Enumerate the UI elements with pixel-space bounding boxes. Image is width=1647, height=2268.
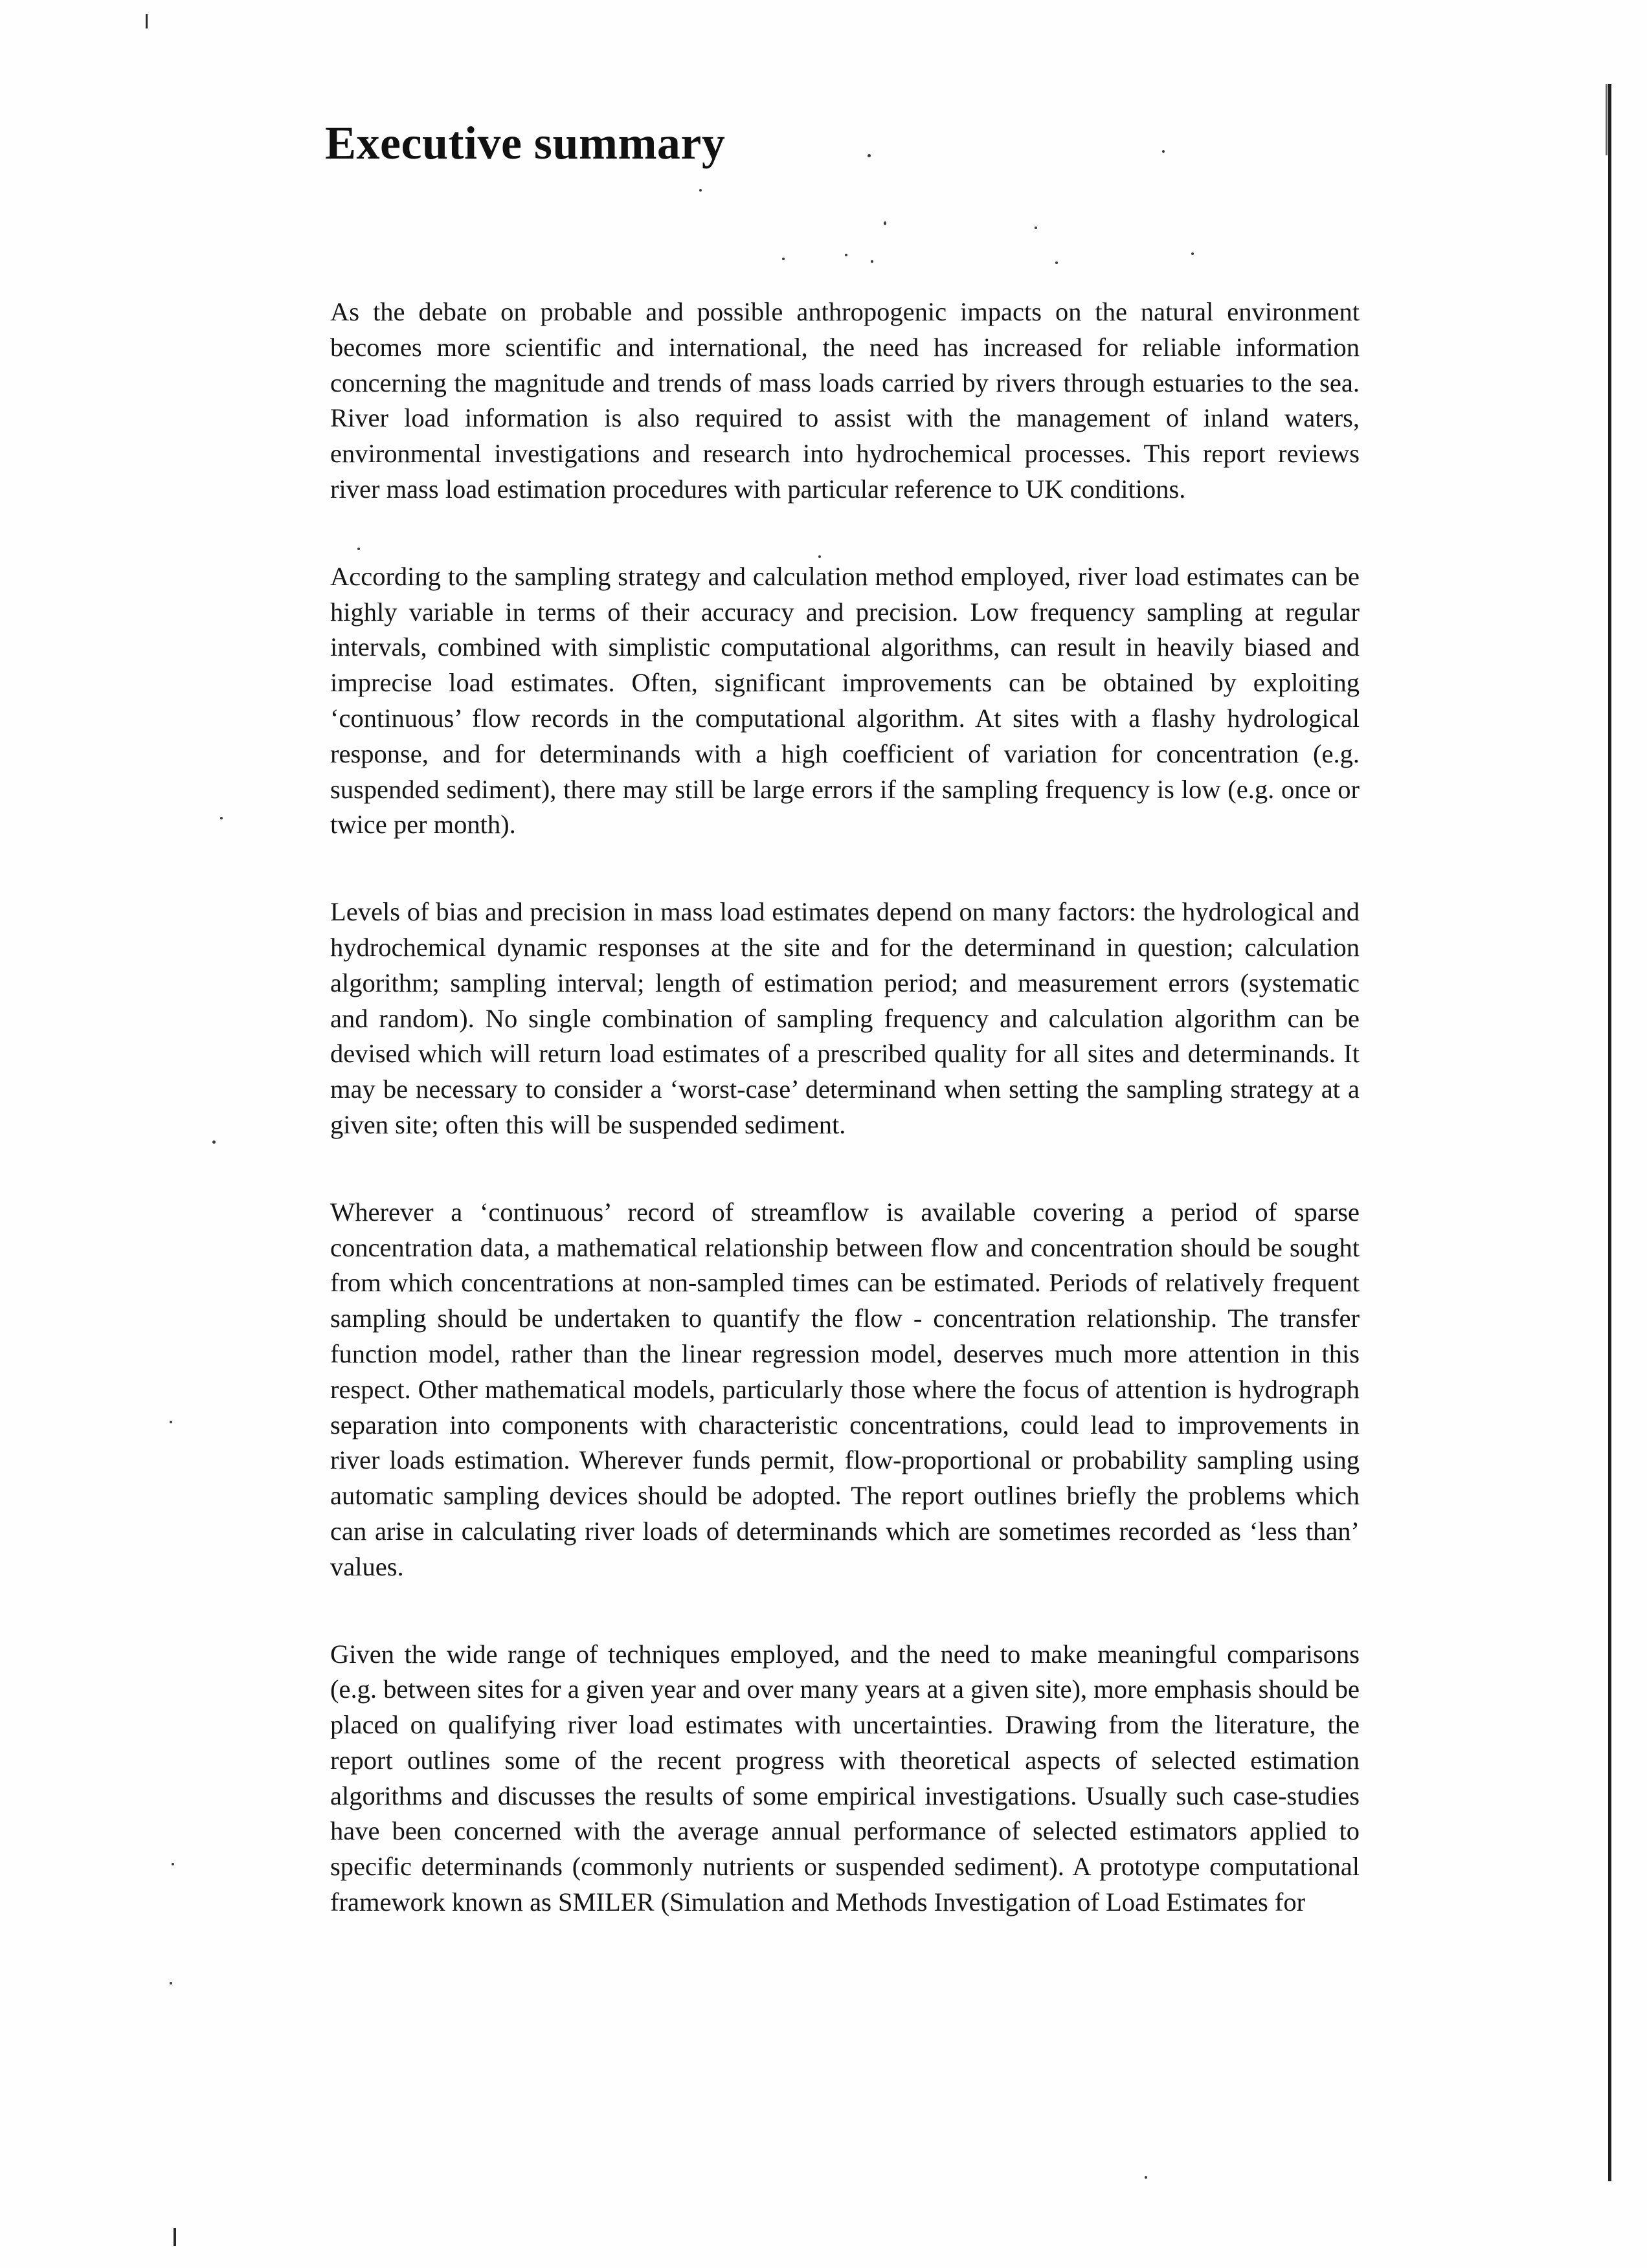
scan-speck (170, 1982, 172, 1984)
crop-tick-bottom (174, 2228, 176, 2246)
scan-speck (1145, 2176, 1147, 2179)
scan-speck (220, 817, 223, 819)
summary-body (330, 295, 1360, 1972)
scan-speck (884, 221, 886, 225)
scan-speck (1191, 252, 1194, 255)
scan-speck (1035, 227, 1037, 229)
paragraph-5: Given the wide range of techniques employed, and the need to make meaningful comparisons (e.g. between sites for a given year and over many years at a given site), more emphasis should be placed on qualifying river load estimates with uncertainties. Drawing from the literature, the report outlines some of the recent progress with theoretical aspects of selected estimation algorithms and discusses the results of some empirical investigations. Usually such case-studies have been concerned with the average annual performance of selected estimators applied to specific determinands (commonly nutrients or suspended sediment). A prototype computational framework known as SMILER (Simulation and Methods Investigation of Load Estimates for (330, 1639, 1360, 1917)
scan-speck (172, 1863, 174, 1865)
paragraph-2: According to the sampling strategy and calculation method employed, river load estimates can be highly variable in terms of their accuracy and precision. Low frequency sampling at regular intervals, combined with simplistic computational algorithms, can result in heavily biased and imprecise load estimates. Often, significant improvements can be obtained by exploiting ‘continuous’ flow records in the computational algorithm. At sites with a flashy hydrological response, and for determinands with a high coefficient of variation for concentration (e.g. suspended sediment), there may still be large errors if the sampling frequency is low (e.g. once or twice per month). (330, 561, 1360, 839)
paragraph-4: Wherever a ‘continuous’ record of streamflow is available covering a period of sparse concentration data, a mathematical relationship between flow and concentration should be sought from which concentrations at non-sampled times can be estimated. Periods of relatively frequent sampling should be undertaken to quantify the flow - concentration relationship. The transfer function model, rather than the linear regression model, deserves much more attention in this respect. Other mathematical models, particularly those where the focus of attention is hydrograph separation into components with characteristic concentrations, could lead to improvements in river loads estimation. Wherever funds permit, flow-proportional or probability sampling using automatic sampling devices should be adopted. The report outlines briefly the problems which can arise in calculating river loads of determinands which are sometimes recorded as ‘less than’ values. (330, 1197, 1360, 1581)
scan-speck (212, 1140, 216, 1144)
scan-speck (699, 189, 702, 192)
paragraph-1: As the debate on probable and possible anthropogenic impacts on the natural environment becomes more scientific and international, the need has increased for reliable information concerning the magnitude and trends of mass loads carried by rivers through estuaries to the sea. River load information is also required to assist with the management of inland waters, environmental investigations and research into hydrochemical processes. This report reviews river mass load estimation procedures with particular reference to UK conditions. (330, 297, 1360, 504)
scan-speck (1055, 261, 1058, 264)
scan-speck (871, 260, 873, 263)
crop-tick-top (146, 14, 148, 28)
scan-speck (170, 1421, 172, 1423)
binding-edge-shadow (1606, 84, 1608, 155)
scan-speck (845, 254, 847, 256)
binding-edge-rule (1608, 84, 1611, 2181)
scan-speck (818, 555, 821, 558)
page-title: Executive summary (325, 117, 726, 169)
scan-speck (782, 258, 785, 260)
paragraph-3: Levels of bias and precision in mass load estimates depend on many factors: the hydrological and hydrochemical dynamic responses at the site and for the determinand in question; calculation algorithm; sampling interval; length of estimation period; and measurement errors (systematic and random). No single combination of sampling frequency and calculation algorithm can be devised which will return load estimates of a prescribed quality for all sites and determinands. It may be necessary to consider a ‘worst-case’ determinand when setting the sampling strategy at a given site; often this will be suspended sediment. (330, 897, 1360, 1139)
scan-speck (868, 154, 871, 157)
scan-speck (357, 548, 360, 550)
scan-speck (1162, 150, 1165, 153)
